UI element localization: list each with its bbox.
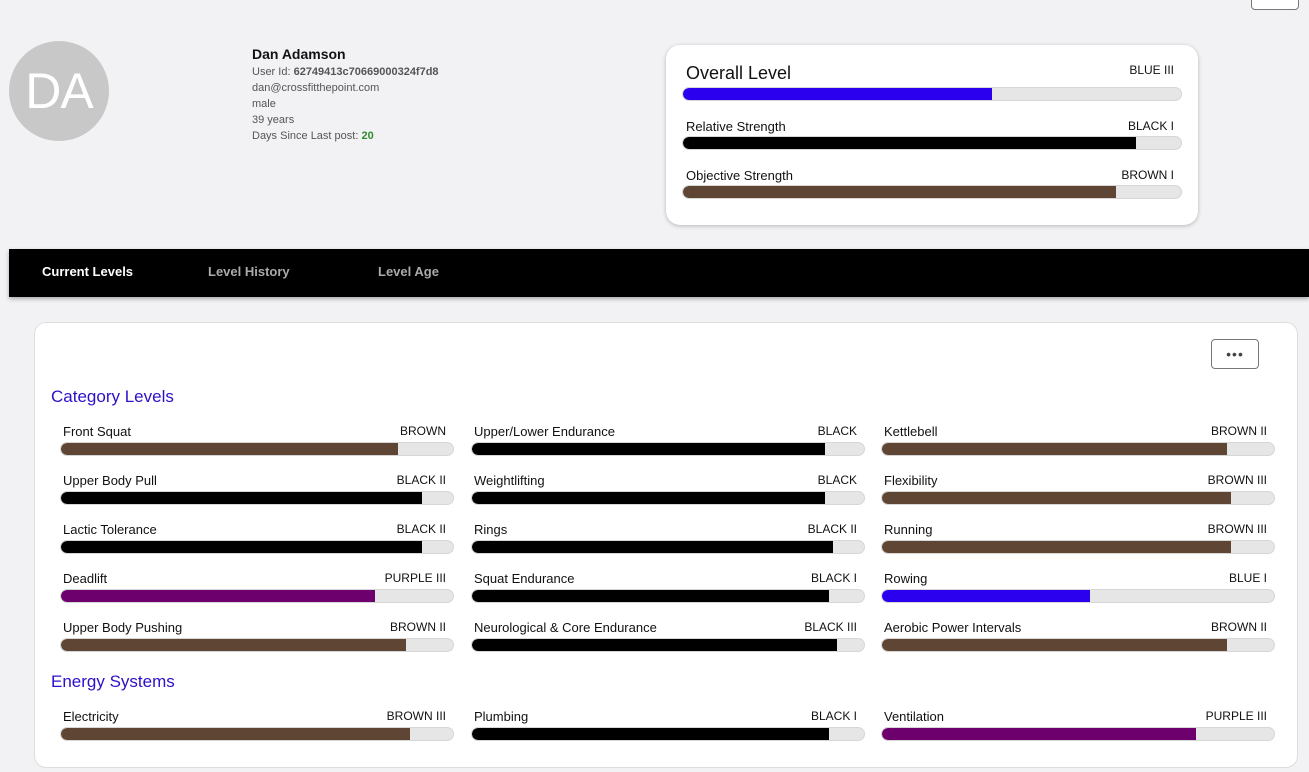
overall-level-value: BLUE III xyxy=(1129,63,1174,77)
overall-level-card xyxy=(666,45,1198,225)
top-menu-button[interactable] xyxy=(1251,0,1299,10)
avatar-initials: DA xyxy=(25,63,93,119)
level-item-bar-fill xyxy=(882,639,1227,651)
level-item-bar xyxy=(881,491,1275,505)
level-item-label: Aerobic Power Intervals xyxy=(884,620,1022,635)
level-item-bar xyxy=(881,727,1275,741)
level-item-value: BROWN III xyxy=(386,709,446,723)
level-item-value: PURPLE III xyxy=(384,571,446,585)
level-item-value: BROWN III xyxy=(1207,473,1267,487)
profile-name: Dan Adamson xyxy=(252,46,346,62)
level-item xyxy=(471,620,865,660)
tab-level-age[interactable]: Level Age xyxy=(378,264,439,279)
level-item-label: Weightlifting xyxy=(474,473,545,488)
level-item-value: BLUE I xyxy=(1228,571,1267,585)
level-item-bar xyxy=(471,442,865,456)
level-item-label: Upper/Lower Endurance xyxy=(474,424,615,439)
user-id-label: User Id: xyxy=(252,66,294,78)
relative-strength-bar-fill xyxy=(683,137,1136,149)
profile-days-since-post xyxy=(252,128,439,144)
level-item-bar xyxy=(881,589,1275,603)
tab-level-history[interactable]: Level History xyxy=(208,264,290,279)
profile-info xyxy=(252,46,439,144)
level-item-value: BROWN II xyxy=(390,620,446,634)
profile-email: dan@crossfitthepoint.com xyxy=(252,82,380,94)
level-item xyxy=(881,424,1275,464)
level-item-value: BLACK II xyxy=(807,522,857,536)
level-item-bar-fill xyxy=(61,443,398,455)
relative-strength-bar xyxy=(682,136,1182,150)
level-item xyxy=(471,522,865,562)
level-item-value: BROWN xyxy=(400,424,446,438)
level-item xyxy=(881,620,1275,660)
level-item-bar-fill xyxy=(882,492,1231,504)
level-item xyxy=(60,473,454,513)
user-id-value: 62749413c70669000324f7d8 xyxy=(293,66,439,78)
level-item-bar xyxy=(881,442,1275,456)
level-item-bar-fill xyxy=(61,590,375,602)
level-item xyxy=(60,571,454,611)
level-item xyxy=(60,424,454,464)
tab-current-levels[interactable]: Current Levels xyxy=(42,264,134,279)
profile-age: 39 years xyxy=(252,114,295,126)
level-item xyxy=(881,473,1275,513)
level-item-label: Ventilation xyxy=(884,709,944,724)
level-item-label: Rings xyxy=(474,522,508,537)
level-item-label: Flexibility xyxy=(884,473,938,488)
level-item-bar-fill xyxy=(882,590,1090,602)
level-item xyxy=(60,522,454,562)
objective-strength-label: Objective Strength xyxy=(686,168,793,183)
level-item-bar-fill xyxy=(61,639,406,651)
overall-level-bar xyxy=(682,87,1182,101)
overall-level-bar-fill xyxy=(683,88,992,100)
level-item-value: BROWN II xyxy=(1211,620,1267,634)
level-item-label: Front Squat xyxy=(63,424,131,439)
level-item-bar xyxy=(60,540,454,554)
level-item xyxy=(60,709,454,749)
level-item-value: BLACK xyxy=(817,473,857,487)
level-item-bar xyxy=(60,442,454,456)
level-item xyxy=(881,571,1275,611)
more-dots-icon: ••• xyxy=(1226,346,1244,362)
level-item-value: BROWN III xyxy=(1207,522,1267,536)
level-item-value: PURPLE III xyxy=(1205,709,1267,723)
level-item-bar xyxy=(881,638,1275,652)
level-item-bar xyxy=(471,727,865,741)
level-item-bar-fill xyxy=(472,492,825,504)
level-item-label: Running xyxy=(884,522,933,537)
level-item-bar-fill xyxy=(472,443,825,455)
relative-strength-value: BLACK I xyxy=(1127,119,1174,133)
level-item-label: Deadlift xyxy=(63,571,108,586)
level-item-label: Upper Body Pull xyxy=(63,473,157,488)
objective-strength-bar xyxy=(682,185,1182,199)
level-item-bar xyxy=(60,727,454,741)
level-item-bar-fill xyxy=(882,541,1231,553)
level-item-value: BLACK xyxy=(817,424,857,438)
level-item xyxy=(471,709,865,749)
level-item-label: Upper Body Pushing xyxy=(63,620,183,635)
level-item-bar-fill xyxy=(61,541,422,553)
level-item-bar xyxy=(471,589,865,603)
level-item-value: BLACK II xyxy=(396,473,446,487)
levels-card xyxy=(34,322,1298,768)
level-item-bar xyxy=(881,540,1275,554)
level-item-label: Lactic Tolerance xyxy=(63,522,157,537)
days-value: 20 xyxy=(361,130,374,142)
level-item-bar-fill xyxy=(882,728,1196,740)
level-item-bar xyxy=(60,589,454,603)
level-item-bar-fill xyxy=(61,728,410,740)
level-item-bar xyxy=(471,540,865,554)
more-options-button[interactable] xyxy=(1211,339,1259,369)
energy-systems-title: Energy Systems xyxy=(51,672,175,691)
level-item-label: Neurological & Core Endurance xyxy=(474,620,657,635)
level-item xyxy=(471,424,865,464)
days-label: Days Since Last post: xyxy=(252,130,362,142)
profile-user-id xyxy=(252,64,439,80)
profile-gender: male xyxy=(252,98,276,110)
level-item-bar xyxy=(471,638,865,652)
level-item-bar-fill xyxy=(472,728,829,740)
overall-level-title: Overall Level xyxy=(686,63,792,83)
tab-bar xyxy=(9,249,1309,297)
relative-strength-label: Relative Strength xyxy=(686,119,786,134)
level-item-label: Rowing xyxy=(884,571,928,586)
objective-strength-value: BROWN I xyxy=(1121,168,1174,182)
level-item-label: Plumbing xyxy=(474,709,529,724)
objective-strength-bar-fill xyxy=(683,186,1116,198)
level-item-label: Electricity xyxy=(63,709,119,724)
level-item-value: BROWN II xyxy=(1211,424,1267,438)
level-item-bar-fill xyxy=(472,541,833,553)
level-item-value: BLACK III xyxy=(804,620,857,634)
level-item-bar-fill xyxy=(61,492,422,504)
level-item-bar-fill xyxy=(472,590,829,602)
level-item-value: BLACK II xyxy=(396,522,446,536)
level-item-bar xyxy=(60,638,454,652)
avatar xyxy=(9,41,109,141)
level-item xyxy=(471,473,865,513)
level-item xyxy=(60,620,454,660)
level-item-label: Kettlebell xyxy=(884,424,938,439)
level-item-label: Squat Endurance xyxy=(474,571,575,586)
level-item xyxy=(471,571,865,611)
level-item-value: BLACK I xyxy=(810,571,857,585)
level-item-value: BLACK I xyxy=(810,709,857,723)
level-item-bar xyxy=(60,491,454,505)
level-item xyxy=(881,522,1275,562)
level-item-bar-fill xyxy=(882,443,1227,455)
level-item xyxy=(881,709,1275,749)
category-levels-title: Category Levels xyxy=(51,387,174,406)
level-item-bar xyxy=(471,491,865,505)
level-item-bar-fill xyxy=(472,639,837,651)
